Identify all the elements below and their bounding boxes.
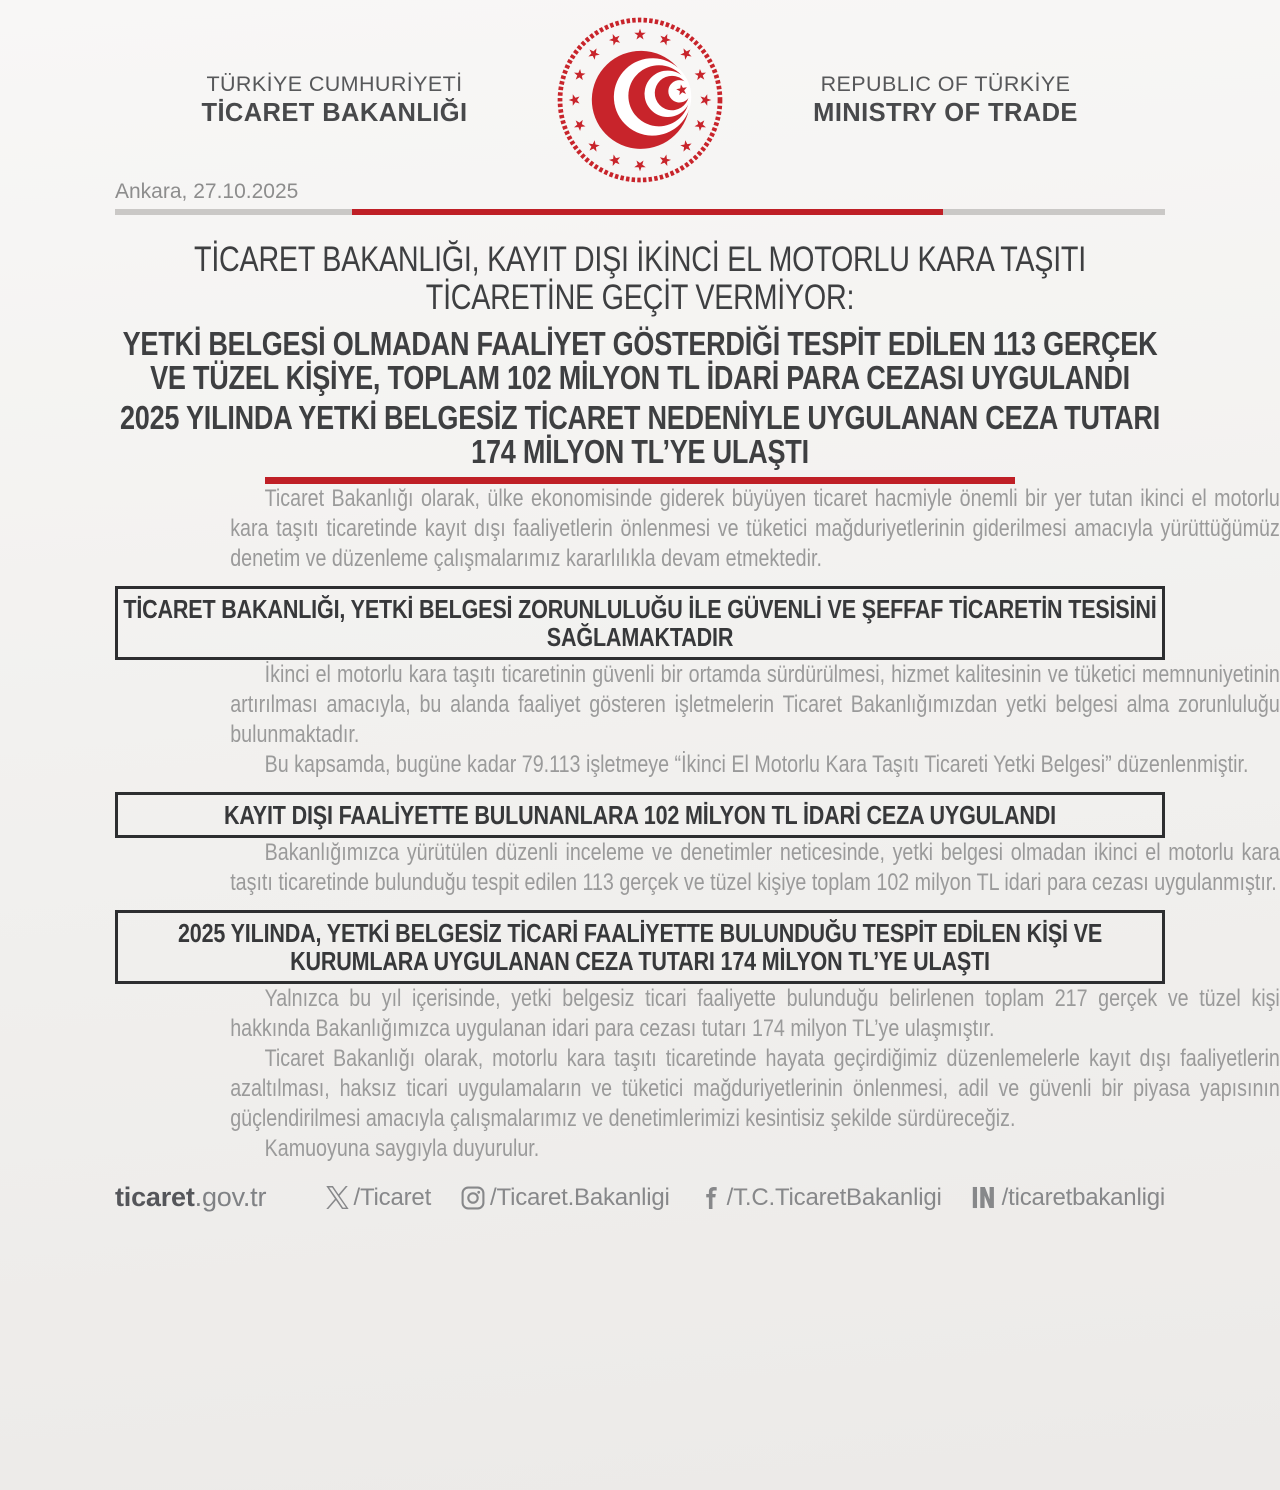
headline-kicker: TİCARET BAKANLIĞI, KAYIT DIŞI İKİNCİ EL MOTORLU KARA TAŞITI TİCARETİNE GEÇİT VERMİYOR:: [194, 240, 1086, 317]
org-name-en-line1: REPUBLIC OF TÜRKİYE: [820, 72, 1071, 96]
social-link-nsosyal[interactable]: [972, 1184, 1165, 1212]
paragraph-commitment: Ticaret Bakanlığı olarak, motorlu kara taşıtı ticaretinde hayata geçirdiğimiz düzenlemelerle kayıt dışı faaliyetlerin azaltılması, haksız ticari uygulamaların ve tüketici mağduriyetlerinin önlenmesi, adil ve güvenli bir piyasa yapısının güçlendirilmesi amacıyla çalışmalarımız ve denetimlerimizi kesintisiz şekilde sürdüreceğiz.: [230, 1045, 1280, 1132]
website-link[interactable]: [115, 1182, 266, 1213]
section-box-title: KAYIT DIŞI FAALİYETTE BULUNANLARA 102 MİLYON TL İDARİ CEZA UYGULANDI: [224, 800, 1056, 830]
social-handle: /ticaretbakanligi: [1001, 1183, 1165, 1211]
social-handle: /T.C.TicaretBakanligi: [726, 1183, 942, 1211]
paragraph-closing: Kamuoyuna saygıyla duyurulur.: [264, 1135, 540, 1162]
paragraph-102m-detail: Bakanlığımızca yürütülen düzenli inceleme ve denetimler neticesinde, yetki belgesi olmadan ikinci el motorlu kara taşıtı ticaretinde bulunduğu tespit edilen 113 gerçek ve tüzel kişiye toplam 102 milyon TL idari para cezası uygulanmıştır.: [230, 839, 1280, 896]
footer: [115, 1182, 1165, 1213]
nsosyal-icon: [972, 1186, 997, 1209]
social-handle: /Ticaret: [353, 1183, 432, 1211]
divider-gray-right: [943, 209, 1165, 215]
paragraph-requirement: İkinci el motorlu kara taşıtı ticaretinin güvenli bir ortamda sürdürülmesi, hizmet kalitesinin ve tüketici memnuniyetinin artırılması amacıyla, bu alanda faaliyet gösteren işletmelerin Ticaret Bakanlığımızdan yetki belgesi alma zorunluluğu bulunmaktadır.: [230, 661, 1280, 748]
social-link-x[interactable]: [326, 1184, 432, 1212]
website-rest-part: .gov.tr: [194, 1182, 267, 1212]
paragraph-certificates: Bu kapsamda, bugüne kadar 79.113 işletmeye “İkinci El Motorlu Kara Taşıtı Ticareti Yetki Belgesi” düzenlenmiştir.: [264, 751, 1249, 778]
dateline: Ankara, 27.10.2025: [115, 180, 299, 203]
paragraph-174m-detail: Yalnızca bu yıl içerisinde, yetki belgesiz ticari faaliyette bulunduğu belirlenen toplam 217 gerçek ve tüzel kişi hakkında Bakanlığımızca uygulanan idari para cezası tutarı 174 milyon TL’ye ulaşmıştır.: [230, 985, 1280, 1042]
social-link-facebook[interactable]: [700, 1184, 942, 1212]
org-name-tr-line2: TİCARET BAKANLIĞI: [201, 99, 468, 127]
headline-main: YETKİ BELGESİ OLMADAN FAALİYET GÖSTERDİĞİ TESPİT EDİLEN 113 GERÇEK VE TÜZEL KİŞİYE, TOPLAM 102 MİLYON TL İDARİ PARA CEZASI UYGULANDI: [122, 325, 1158, 396]
header-divider: [115, 209, 1165, 215]
ministry-of-trade-emblem-icon: [554, 14, 726, 186]
paragraph-intro: Ticaret Bakanlığı olarak, ülke ekonomisinde giderek büyüyen ticaret hacmiyle önemli bir yer tutan ikinci el motorlu kara taşıtı ticaretinde kayıt dışı faaliyetlerin önlenmesi ve tüketici mağduriyetlerinin giderilmesi amacıyla yürüttüğümüz denetim ve düzenleme çalışmalarımız kararlılıkla devam etmektedir.: [230, 485, 1280, 572]
divider-red: [352, 209, 943, 215]
instagram-icon: [461, 1186, 485, 1210]
divider-gray-left: [115, 209, 352, 215]
org-name-english: [726, 72, 1165, 128]
section-box-title: 2025 YILINDA, YETKİ BELGESİZ TİCARİ FAALİYETTE BULUNDUĞU TESPİT EDİLEN KİŞİ VE KURUMLARA UYGULANAN CEZA TUTARI 174 MİLYON TL’YE ULAŞTI: [177, 918, 1103, 976]
headline-secondary: 2025 YILINDA YETKİ BELGESİZ TİCARET NEDENİYLE UYGULANAN CEZA TUTARI 174 MİLYON TL’YE ULAŞTI: [120, 399, 1160, 470]
social-link-instagram[interactable]: [461, 1184, 670, 1212]
social-handle: /Ticaret.Bakanligi: [490, 1183, 670, 1211]
section-box-authority: [115, 586, 1165, 660]
org-name-turkish: [115, 72, 554, 128]
press-release-page: [115, 14, 1280, 1213]
website-bold-part: ticaret: [115, 1182, 195, 1212]
social-links: [326, 1184, 1165, 1212]
x-icon: [326, 1186, 349, 1209]
section-box-102m: [115, 792, 1165, 838]
org-name-en-line2: MINISTRY OF TRADE: [813, 99, 1078, 127]
header: [115, 14, 1165, 186]
headline-underline-bar: [265, 477, 1015, 484]
org-name-tr-line1: TÜRKİYE CUMHURİYETİ: [206, 72, 463, 96]
section-box-174m: [115, 910, 1165, 984]
section-box-title: TİCARET BAKANLIĞI, YETKİ BELGESİ ZORUNLULUĞU İLE GÜVENLİ VE ŞEFFAF TİCARETİN TESİSİNİ SAĞLAMAKTADIR: [123, 594, 1157, 652]
facebook-icon: [700, 1187, 722, 1209]
